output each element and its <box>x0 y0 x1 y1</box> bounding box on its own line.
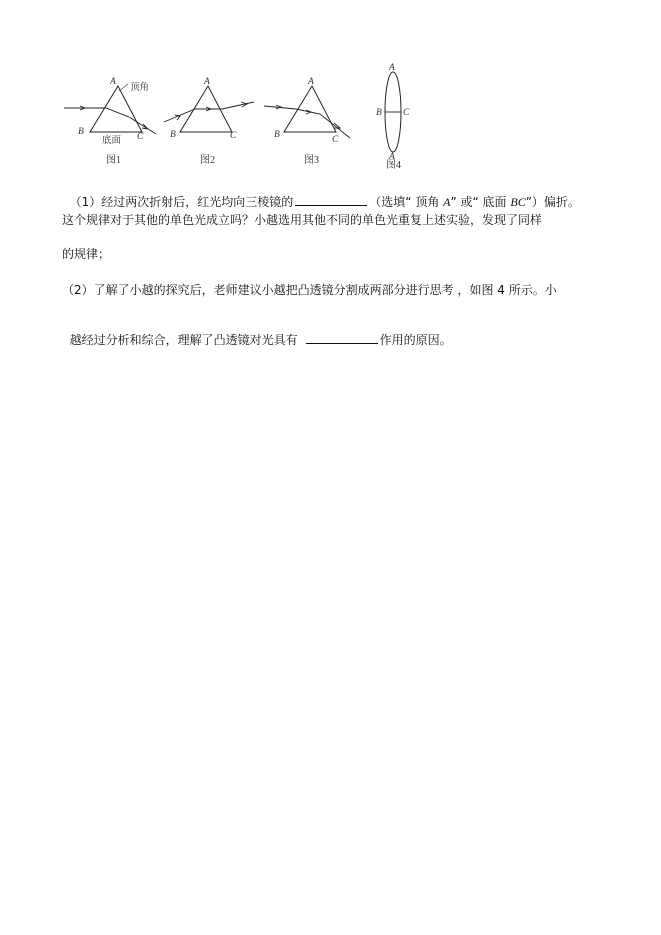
q2-text-end: 作用的原因。 <box>379 333 452 347</box>
vertex-b-label: B <box>274 130 280 140</box>
q1-option-bc: BC <box>510 195 526 209</box>
question-2-line-2 <box>62 316 452 348</box>
q1-text-end: ”）偏折。 <box>525 195 580 209</box>
lens-b-label: B <box>376 108 382 118</box>
lens-c-label: C <box>403 108 410 118</box>
prism-figures <box>58 62 418 170</box>
figure-3-caption: 图3 <box>304 155 319 166</box>
vertex-b-label: B <box>170 130 176 140</box>
lens-bottom-a-label: A <box>389 152 395 162</box>
vertex-a-label: A <box>204 77 210 87</box>
vertex-b-label: B <box>78 127 84 137</box>
figure-2 <box>164 77 254 166</box>
vertex-c-label: C <box>332 135 339 145</box>
figure-1-caption: 图1 <box>106 155 121 166</box>
figure-2-caption: 图2 <box>200 155 215 166</box>
vertex-a-label: A <box>110 77 116 87</box>
question-2-line-1: （2）了解了小越的探究后，老师建议小越把凸透镜分割成两部分进行思考 ，如图 4 所示。小 <box>62 283 557 297</box>
question-1-line <box>62 178 580 210</box>
q2-text-start: 越经过分析和综合，理解了凸透镜对光具有 <box>69 333 298 347</box>
figure-1 <box>64 77 156 166</box>
vertex-c-label: C <box>230 131 237 141</box>
q1-answer-blank[interactable] <box>295 194 367 206</box>
base-annotation: 底面 <box>102 135 122 146</box>
paragraph-line-3: 的规律； <box>62 247 111 261</box>
q1-or-text: ” 或“ 底面 <box>450 195 511 209</box>
q1-text-start: （1）经过两次折射后，红光均向三棱镜的 <box>69 195 294 209</box>
figure-4 <box>376 63 410 170</box>
q1-option-text: （选填“ 顶角 <box>369 195 444 209</box>
paragraph-line-2: 这个规律对于其他的单色光成立吗？小越选用其他不同的单色光重复上述实验，发现了同样 <box>62 213 543 227</box>
vertex-a-label: A <box>308 77 314 87</box>
figure-4-caption: 图4 <box>386 160 401 170</box>
figure-3 <box>264 77 350 166</box>
apex-angle-annotation: 顶角 <box>130 82 150 93</box>
q1-option-a: A <box>443 195 451 209</box>
vertex-c-label: C <box>137 132 144 142</box>
q2-answer-blank[interactable] <box>306 332 378 344</box>
lens-top-a-label: A <box>389 63 395 73</box>
